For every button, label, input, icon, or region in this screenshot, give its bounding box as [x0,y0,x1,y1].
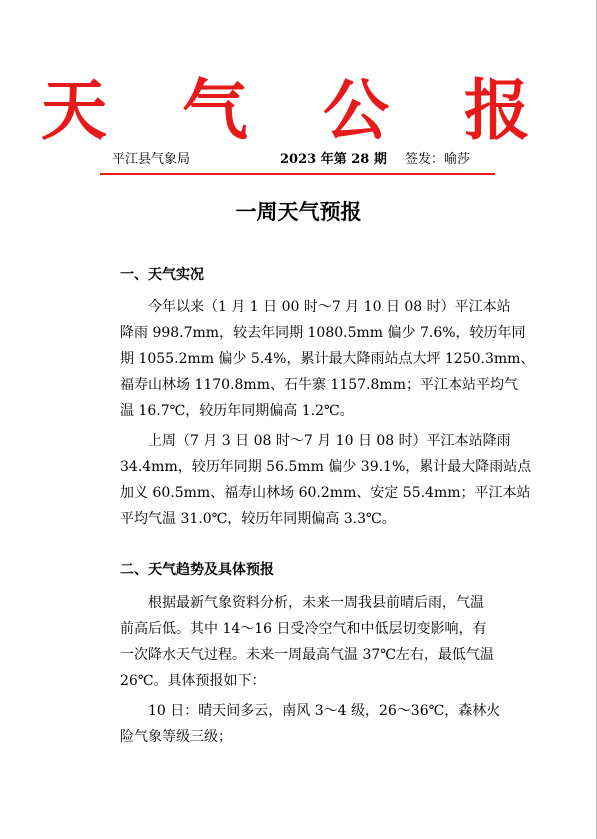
masthead-title: 天 气 公 报 [41,72,556,149]
paragraph-line: 今年以来（1 月 1 日 00 时～7 月 10 日 08 时）平江本站 [120,299,511,315]
section-heading: 二、天气趋势及具体预报 [120,562,274,578]
paragraph-line: 前高后低。其中 14～16 日受冷空气和中低层切变影响，有 [120,621,487,637]
paragraph-line: 温 16.7℃，较历年同期偏高 1.2℃。 [120,403,354,419]
paragraph-line: 34.4mm，较历年同期 56.5mm 偏少 39.1%，累计最大降雨站点 [120,459,532,475]
paragraph-line: 10 日：晴天间多云，南风 3～4 级，26～36℃，森林火 [120,703,501,719]
issuer: 平江县气象局 [112,152,191,167]
paragraph-line: 降雨 998.7mm，较去年同期 1080.5mm 偏少 7.6%，较历年同 [120,325,526,341]
paragraph-line: 上周（7 月 3 日 08 时～7 月 10 日 08 时）平江本站降雨 [120,433,511,449]
document-title: 一周天气预报 [235,200,362,224]
paragraph-line: 福寿山林场 1170.8mm、石牛寨 1157.8mm；平江本站平均气 [120,377,518,393]
paragraph [120,698,501,750]
signer: 签发：喻莎 [405,152,471,167]
paragraph [120,428,532,532]
paragraph-line: 险气象等级三级； [120,729,232,745]
bulletin-header [100,150,495,170]
paragraph-line: 期 1055.2mm 偏少 5.4%，累计最大降雨站点大坪 1250.3mm、 [120,351,535,367]
paragraph-line: 平均气温 31.0℃，较历年同期偏高 3.3℃。 [120,511,396,527]
paragraph-line: 26℃。具体预报如下： [120,673,266,689]
paragraph-line: 加义 60.5mm、福寿山林场 60.2mm、安定 55.4mm；平江本站 [120,485,531,501]
section-heading: 一、天气实况 [120,267,204,283]
paragraph [120,294,535,424]
paragraph-line: 根据最新气象资料分析，未来一周我县前晴后雨，气温 [120,595,484,611]
paragraph-line: 一次降水天气过程。未来一周最高气温 37℃左右，最低气温 [120,647,494,663]
header-rule [100,173,495,175]
issue-number: 2023 年第 28 期 [280,152,387,167]
paragraph [120,590,494,694]
